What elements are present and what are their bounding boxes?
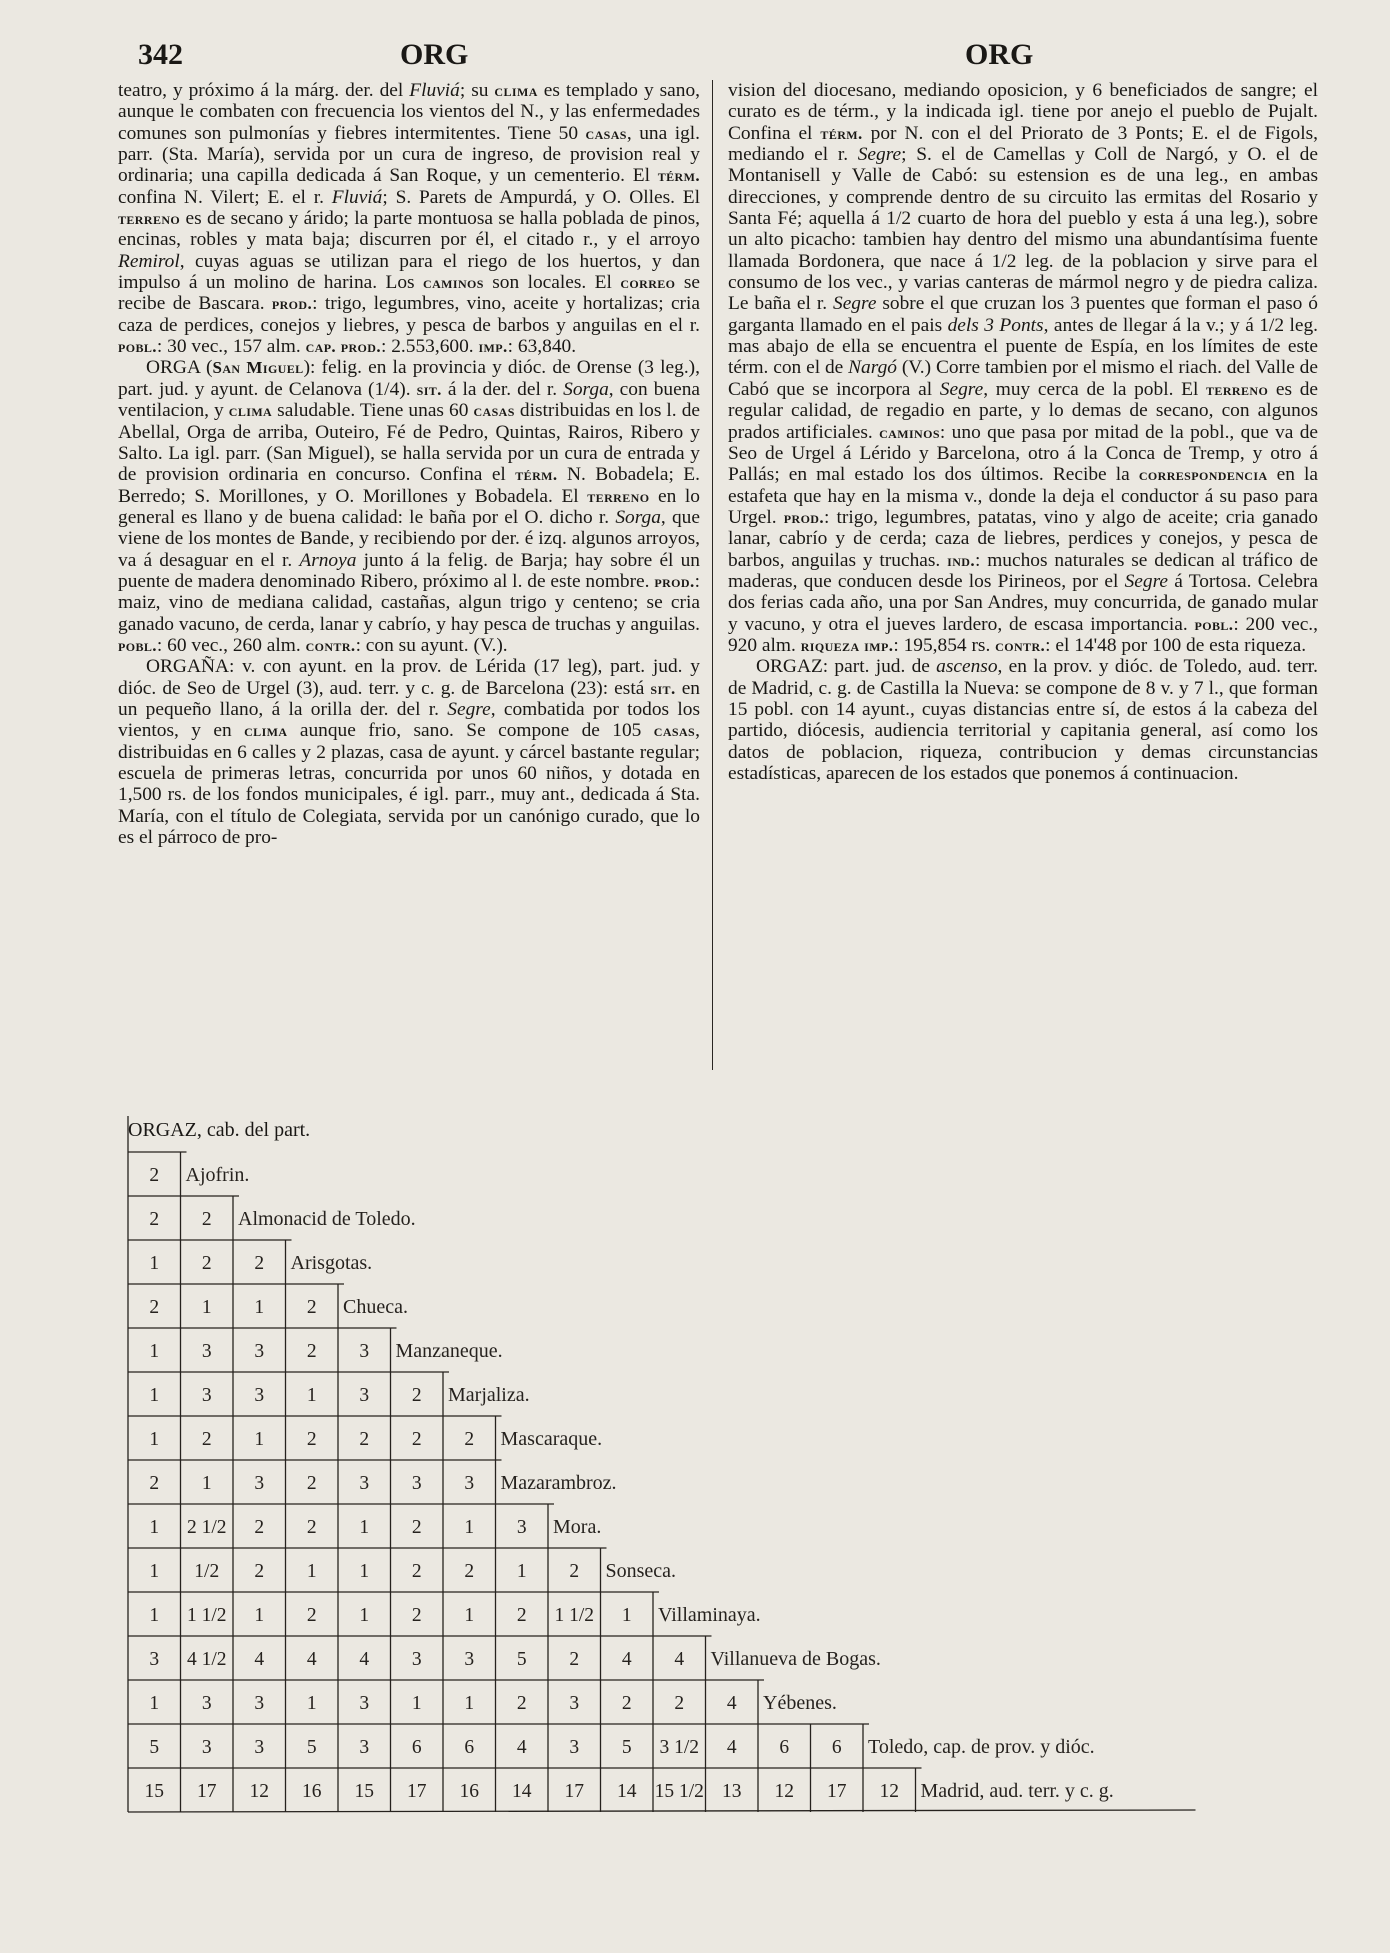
text-run: distribuidas en los l. de Abellal, Orga de arriba, Outeiro, Fé de Pedro, Quintas, Rairos, Ribero y Salto. La igl. parr. (San Miguel), se halla servida por un cura de entrada y de provision ordinaria en concurso. Confina el — [118, 400, 700, 486]
distance-cell: 2 — [306, 1517, 317, 1538]
section-keyword: térm. — [515, 465, 558, 485]
section-keyword: contr. — [305, 635, 356, 655]
text-run: ORGA ( — [146, 357, 213, 379]
distance-cell: 2 — [254, 1561, 265, 1582]
text-run: ; S. Parets de Ampurdá, y O. Olles. El — [382, 186, 700, 208]
text-run: : 30 vec., 157 alm. — [156, 336, 306, 358]
distance-cell: 6 — [464, 1737, 475, 1758]
distance-cell: 3 — [569, 1737, 580, 1758]
distance-cell: 2 — [621, 1693, 632, 1714]
page-number: 342 — [138, 38, 183, 71]
distance-cell: 3 — [201, 1341, 212, 1362]
section-keyword: casas — [585, 123, 627, 143]
section-keyword: pobl. — [118, 635, 157, 655]
italic-term: Arnoya — [299, 549, 357, 571]
section-keyword: ind. — [947, 550, 975, 570]
text-run: , que viene de los montes de Bande, y recibiendo por der. é izq. algunos arroyos, va á desaguar en el r. — [118, 506, 700, 571]
distance-cell: 1 — [621, 1605, 632, 1626]
section-keyword: terreno — [587, 486, 650, 506]
right-column-paragraph — [728, 656, 1318, 784]
text-run: es templado y sano, aunque le combaten con frecuencia los vientos del N., y las enfermedades comunes son pulmonías y fiebres intermitentes. Tiene 50 — [118, 80, 700, 144]
distance-cell: 4 — [254, 1649, 265, 1670]
text-run: á la der. del r. — [441, 378, 564, 400]
distance-table-title: ORGAZ, cab. del part. — [128, 1119, 311, 1141]
distance-cell: 15 1/2 — [654, 1781, 704, 1802]
distance-cell: 1 — [464, 1605, 475, 1626]
distance-cell: 1 — [516, 1561, 527, 1582]
distance-cell: 1 — [149, 1385, 160, 1406]
text-run: en lo general es llano y de buena calidad: le baña por el O. dicho r. — [118, 485, 700, 528]
town-label: Mascaraque. — [500, 1428, 603, 1450]
distance-cell: 2 — [149, 1209, 160, 1230]
distance-cell: 1 — [359, 1605, 370, 1626]
distance-cell: 5 — [621, 1737, 632, 1758]
text-run: ; S. el de Camellas y Coll de Nargó, y O. el de Montanisell y Valle de Cabó: su estension es de una leg., en ambas direcciones, y comprende dentro de su circuito las ermitas del Rosario y Santa Fé; aquella á 1/2 cuarto de hora del pueblo y esta á una leg.), sobre un alto picacho: tambien hay dentro del mismo una abundantísima fuente llamada Bordonera, que nace á 1/2 leg. de la poblacion y sirve para el consumo de los vec., y varias canteras de mármol negro y de piedra caliza. Le baña el r. — [728, 144, 1318, 315]
distance-cell: 3 — [359, 1737, 370, 1758]
town-label: Arisgotas. — [290, 1252, 373, 1274]
distance-cell: 2 — [201, 1209, 212, 1230]
distance-cell: 5 — [516, 1649, 527, 1670]
distance-cell: 1 — [254, 1605, 265, 1626]
section-keyword: contr. — [995, 635, 1046, 655]
distance-cell: 1 — [149, 1253, 160, 1274]
distance-cell: 2 — [306, 1341, 317, 1362]
section-keyword: San Miguel — [212, 358, 304, 378]
text-run: se recibe de Bascara. — [118, 272, 700, 315]
italic-term: Sorga — [563, 378, 609, 400]
text-run: , distribuidas en 6 calles y 2 plazas, casa de ayunt. y cárcel bastante regular; escuela de primeras letras, concurrida por unos 60 niños, y dotada en 1,500 rs. de los fondos municipales, é igl. parr., muy ant., dedicada á Sta. María, con el título de Colegiata, servida por un canónigo curado, que lo es el párroco de pro- — [118, 720, 700, 849]
distance-cell: 2 — [149, 1165, 160, 1186]
distance-cell: 5 — [306, 1737, 317, 1758]
distance-cell: 3 — [411, 1473, 422, 1494]
text-run: , en la prov. y dióc. de Toledo, aud. terr. de Madrid, c. g. de Castilla la Nueva: se compone de 8 v. y 7 l., que forman 15 pobl. con 14 ayunt., cuyas distancias entre sí, de estos á la cabeza del partido, diócesis, audiencia territorial y capitania general, así como los datos de poblacion, riqueza, contribucion y demas circunstancias estadísticas, aparecen de los estados que ponemos á continuacion. — [728, 656, 1318, 784]
distance-cell: 3 — [359, 1385, 370, 1406]
distance-cell: 1 — [254, 1297, 265, 1318]
distance-cell: 3 — [359, 1693, 370, 1714]
right-running-head: ORG — [965, 38, 1034, 71]
text-run: ; su — [459, 80, 495, 101]
text-run: por N. con el del Priorato de 3 Ponts; E. el de Figols, mediando el r. — [728, 122, 1318, 166]
distance-cell: 1 — [306, 1693, 317, 1714]
distance-cell: 2 — [411, 1605, 422, 1626]
distance-cell: 4 — [306, 1649, 317, 1670]
text-run: sobre el que cruzan los 3 puentes que forman el paso ó garganta llamado en el pais — [728, 293, 1318, 336]
left-running-head: ORG — [400, 38, 469, 71]
distance-cell: 2 — [306, 1473, 317, 1494]
text-run: , una igl. parr. (Sta. María), servida por un cura de ingreso, de provision real y ordinaria; una capilla dedicada á San Roque, y un cementerio. El — [118, 122, 701, 187]
distance-cell: 1 — [149, 1693, 160, 1714]
text-run: N. Bobadela; E. Berredo; S. Morillones, y O. Morillones y Bobadela. El — [118, 464, 701, 507]
distance-cell: 6 — [779, 1737, 790, 1758]
distance-cell: 2 — [674, 1693, 685, 1714]
distance-cell: 3 — [359, 1473, 370, 1494]
distance-cell: 1 — [464, 1693, 475, 1714]
distance-cell: 2 — [306, 1429, 317, 1450]
section-keyword: clima — [494, 81, 538, 100]
distance-cell: 1 — [411, 1693, 422, 1714]
town-label: Madrid, aud. terr. y c. g. — [920, 1780, 1114, 1802]
distance-cell: 1 — [149, 1561, 160, 1582]
text-run: , combatida por todos los vientos, y en — [118, 698, 701, 742]
distance-cell: 2 — [359, 1429, 370, 1450]
distance-cell: 1 — [149, 1517, 160, 1538]
distance-cell: 4 — [359, 1649, 370, 1670]
distance-cell: 3 — [201, 1385, 212, 1406]
italic-term: Fluviá — [331, 186, 383, 208]
town-label: Ajofrin. — [185, 1164, 250, 1186]
town-label: Villaminaya. — [658, 1604, 761, 1626]
distance-cell: 14 — [512, 1781, 532, 1802]
distance-cell: 3 1/2 — [659, 1737, 700, 1758]
distance-cell: 2 — [306, 1297, 317, 1318]
distance-cell: 3 — [149, 1649, 160, 1670]
section-keyword: prod. — [271, 294, 313, 314]
distance-cell: 1 — [149, 1429, 160, 1450]
text-run: : 195,854 rs. — [893, 634, 996, 656]
distance-cell: 16 — [459, 1781, 479, 1802]
distance-cell: 2 — [569, 1649, 580, 1670]
left-text-column — [118, 80, 700, 848]
distance-cell: 4 — [674, 1649, 685, 1670]
section-keyword: clima — [244, 721, 288, 741]
text-run: son locales. El — [483, 272, 621, 294]
text-run: : 60 vec., 260 alm. — [156, 634, 306, 656]
distance-cell: 6 — [831, 1737, 842, 1758]
distance-cell: 2 — [411, 1429, 422, 1450]
distance-cell: 1 — [149, 1605, 160, 1626]
text-run: : el 14'48 por 100 de esta riqueza. — [1045, 634, 1307, 656]
text-run: aunque frio, sano. Se compone de 105 — [287, 720, 654, 742]
section-keyword: pobl. — [118, 337, 157, 357]
italic-term: Segre — [833, 293, 877, 315]
distance-cell: 12 — [249, 1781, 269, 1802]
text-run: ): felig. en la provincia y dióc. de Orense (3 leg.), part. jud. y ayunt. de Celanova (1/4). — [118, 357, 700, 400]
italic-term: dels 3 Ponts — [947, 314, 1044, 336]
distance-cell: 3 — [569, 1693, 580, 1714]
section-keyword: prod. — [783, 507, 825, 527]
text-run: (V.) Corre tambien por el mismo el riach. del Valle de Cabó que se incorpora al — [728, 357, 1318, 400]
italic-term: ascenso — [936, 656, 998, 678]
distance-cell: 3 — [254, 1473, 265, 1494]
distance-cell: 1 — [359, 1561, 370, 1582]
text-run: : 63,840. — [507, 336, 577, 358]
town-label: Marjaliza. — [448, 1384, 530, 1406]
distance-cell: 12 — [879, 1781, 899, 1802]
distance-cell: 17 — [564, 1781, 584, 1802]
text-run: : trigo, legumbres, vino, aceite y hortalizas; cria caza de perdices, conejos y liebres, y pesca de barbos y anguilas en el r. — [118, 293, 701, 336]
distance-cell: 3 — [464, 1473, 475, 1494]
distance-cell: 3 — [254, 1693, 265, 1714]
text-run: : uno que pasa por mitad de la pobl., que va de Seo de Urgel á Lérido y Barcelona, otro á la Conca de Tremp, y otro á Pallás; en mal estado los dos últimos. Recibe la — [728, 421, 1318, 486]
distance-cell: 15 — [354, 1781, 374, 1802]
right-column-paragraph — [728, 80, 1318, 656]
distance-cell: 17 — [407, 1781, 427, 1802]
italic-term: Remirol — [118, 250, 180, 272]
italic-term: Segre — [447, 698, 491, 720]
section-keyword: terreno — [118, 209, 181, 229]
distance-cell: 2 — [149, 1473, 160, 1494]
left-column-paragraph — [118, 357, 700, 656]
distance-cell: 1 — [306, 1561, 317, 1582]
distance-cell: 1 — [359, 1517, 370, 1538]
distance-table — [125, 1110, 1285, 1835]
text-run: , cuyas aguas se utilizan para el riego de los huertos, y dan impulso á un molino de harina. Los — [118, 250, 700, 294]
town-label: Almonacid de Toledo. — [238, 1208, 416, 1230]
page-header — [0, 38, 1390, 78]
section-keyword: clima — [228, 401, 273, 421]
text-run: saludable. Tiene unas 60 — [272, 400, 474, 422]
section-keyword: caminos — [879, 422, 940, 442]
distance-cell: 17 — [197, 1781, 217, 1802]
italic-term: Fluviá — [409, 80, 460, 101]
italic-term: Segre — [1124, 570, 1169, 592]
text-run: ORGAÑA: v. con ayunt. en la prov. de Lérida (17 leg), part. jud. y dióc. de Seo de Urgel (3), aud. terr. y c. g. de Barcelona (23): está — [118, 656, 700, 699]
distance-cell: 3 — [254, 1385, 265, 1406]
distance-cell: 3 — [254, 1737, 265, 1758]
distance-cell: 2 — [411, 1517, 422, 1538]
column-divider — [712, 80, 713, 1070]
distance-cell: 13 — [722, 1781, 742, 1802]
distance-cell: 2 — [464, 1429, 475, 1450]
distance-cell: 3 — [359, 1341, 370, 1362]
distance-cell: 2 — [411, 1385, 422, 1406]
distance-cell: 2 — [254, 1253, 265, 1274]
text-run: : muchos naturales se dedican al tráfico de maderas, que conducen desde los Pirineos, por el — [728, 549, 1319, 592]
section-keyword: casas — [473, 401, 515, 421]
distance-cell: 2 — [201, 1429, 212, 1450]
text-run: , antes de llegar á la v.; y á 1/2 leg. mas abajo de ella se encuentra el puente de Espía, en los límites de este térm. con el de — [728, 314, 1318, 379]
distance-cell: 3 — [201, 1737, 212, 1758]
italic-term: Segre — [857, 144, 902, 166]
text-run: vision del diocesano, mediando oposicion, y 6 beneficiados de sangre; el curato es de térm., y la indicada igl. tiene por anejo el pueblo de Pujalt. Confina el — [728, 80, 1318, 144]
distance-cell: 15 — [144, 1781, 164, 1802]
italic-term: Nargó — [848, 357, 897, 379]
left-column-paragraph — [118, 80, 700, 357]
distance-cell: 1 — [201, 1297, 212, 1318]
section-keyword: cap. prod. — [305, 337, 381, 357]
town-label: Mazarambroz. — [500, 1472, 617, 1494]
distance-cell: 2 1/2 — [186, 1517, 227, 1538]
text-run: es de regular calidad, de regadio en parte, y lo demas de secano, con algunos prados artificiales. — [728, 378, 1319, 443]
distance-table-grid — [125, 1110, 1285, 1830]
distance-cell: 1 1/2 — [186, 1605, 227, 1626]
section-keyword: correspondencia — [1138, 465, 1268, 485]
town-label: Chueca. — [343, 1296, 408, 1318]
table-bottom-rule — [128, 1810, 1196, 1812]
distance-cell: 1/2 — [194, 1561, 220, 1582]
distance-cell: 17 — [827, 1781, 847, 1802]
distance-cell: 1 1/2 — [554, 1605, 595, 1626]
town-label: Villanueva de Bogas. — [710, 1648, 881, 1670]
distance-cell: 2 — [201, 1253, 212, 1274]
town-label: Toledo, cap. de prov. y dióc. — [868, 1736, 1095, 1758]
distance-cell: 16 — [302, 1781, 322, 1802]
town-label: Yébenes. — [763, 1692, 837, 1714]
section-keyword: terreno — [1206, 379, 1269, 399]
distance-cell: 3 — [201, 1693, 212, 1714]
distance-cell: 4 — [516, 1737, 527, 1758]
distance-cell: 2 — [306, 1605, 317, 1626]
section-keyword: caminos — [423, 273, 484, 293]
distance-cell: 1 — [464, 1517, 475, 1538]
text-run: , muy cerca de la pobl. El — [983, 378, 1207, 400]
distance-cell: 3 — [516, 1517, 527, 1538]
italic-term: Sorga — [615, 506, 661, 528]
distance-cell: 3 — [411, 1649, 422, 1670]
text-run: es de secano y árido; la parte montuosa se halla poblada de pinos, encinas, robles y mata baja; discurren por él, el citado r., y el arroyo — [118, 208, 700, 251]
text-run: teatro, y próximo á la márg. der. del — [118, 80, 410, 101]
right-text-column — [728, 80, 1318, 784]
section-keyword: casas — [653, 721, 696, 741]
distance-cell: 4 — [726, 1737, 737, 1758]
distance-cell: 14 — [617, 1781, 637, 1802]
text-run: , con buena ventilacion, y — [118, 378, 700, 422]
town-label: Manzaneque. — [395, 1340, 503, 1362]
section-keyword: prod. — [654, 571, 695, 591]
section-keyword: correo — [620, 273, 676, 293]
distance-cell: 1 — [149, 1341, 160, 1362]
distance-cell: 2 — [149, 1297, 160, 1318]
distance-cell: 1 — [201, 1473, 212, 1494]
distance-cell: 1 — [254, 1429, 265, 1450]
distance-cell: 6 — [411, 1737, 422, 1758]
distance-cell: 4 1/2 — [186, 1649, 227, 1670]
section-keyword: imp. — [478, 337, 508, 357]
distance-cell: 12 — [774, 1781, 794, 1802]
text-run: confina N. Vilert; E. el r. — [118, 186, 332, 208]
section-keyword: sit. — [416, 379, 442, 399]
section-keyword: térm. — [657, 166, 700, 186]
section-keyword: pobl. — [1194, 614, 1234, 634]
left-column-paragraph — [118, 656, 700, 848]
distance-cell: 5 — [149, 1737, 160, 1758]
distance-cell: 2 — [411, 1561, 422, 1582]
town-label: Sonseca. — [605, 1560, 677, 1582]
section-keyword: sit. — [650, 678, 676, 698]
distance-cell: 2 — [516, 1605, 527, 1626]
text-run: en la estafeta que hay en la misma v., donde la deja el conductor á su paso para Urgel. — [728, 464, 1318, 528]
text-run: ORGAZ: part. jud. de — [756, 656, 937, 678]
distance-cell: 1 — [306, 1385, 317, 1406]
text-run: : con su ayunt. (V.). — [355, 634, 508, 656]
town-label: Mora. — [553, 1516, 602, 1538]
text-run: : trigo, legumbres, patatas, vino y algo de aceite; cria ganado lanar, cabrío y de cerda; caza de liebres, perdices y conejos, y pesca de barbos, anguilas y truchas. — [728, 506, 1318, 571]
text-run: : 200 vec., 920 alm. — [728, 613, 1318, 656]
distance-cell: 4 — [621, 1649, 632, 1670]
italic-term: Segre — [939, 378, 984, 400]
distance-cell: 3 — [464, 1649, 475, 1670]
text-run: : 2.553,600. — [380, 336, 479, 358]
section-keyword: térm. — [820, 123, 863, 143]
distance-cell: 2 — [254, 1517, 265, 1538]
text-run: á Tortosa. Celebra dos ferias cada año, una por San Andres, muy concurrida, de ganado mular y vacuno, y otra el jueves lardero, de escasa importancia. — [728, 570, 1318, 635]
text-run: junto á la felig. de Barja; hay sobre él un puente de madera denominado Ribero, próximo al l. de este nombre. — [118, 549, 700, 592]
distance-cell: 2 — [464, 1561, 475, 1582]
distance-cell: 2 — [569, 1561, 580, 1582]
distance-cell: 2 — [516, 1693, 527, 1714]
text-run: en un pequeño llano, á la orilla der. del r. — [118, 677, 700, 720]
distance-cell: 3 — [254, 1341, 265, 1362]
section-keyword: riqueza imp. — [800, 635, 894, 655]
distance-cell: 4 — [726, 1693, 737, 1714]
text-run: : maiz, vino de mediana calidad, castañas, algun trigo y centeno; se cria ganado vacuno, de cerda, lanar y cabrío, y hay pesca de truchas y anguilas. — [118, 570, 700, 635]
